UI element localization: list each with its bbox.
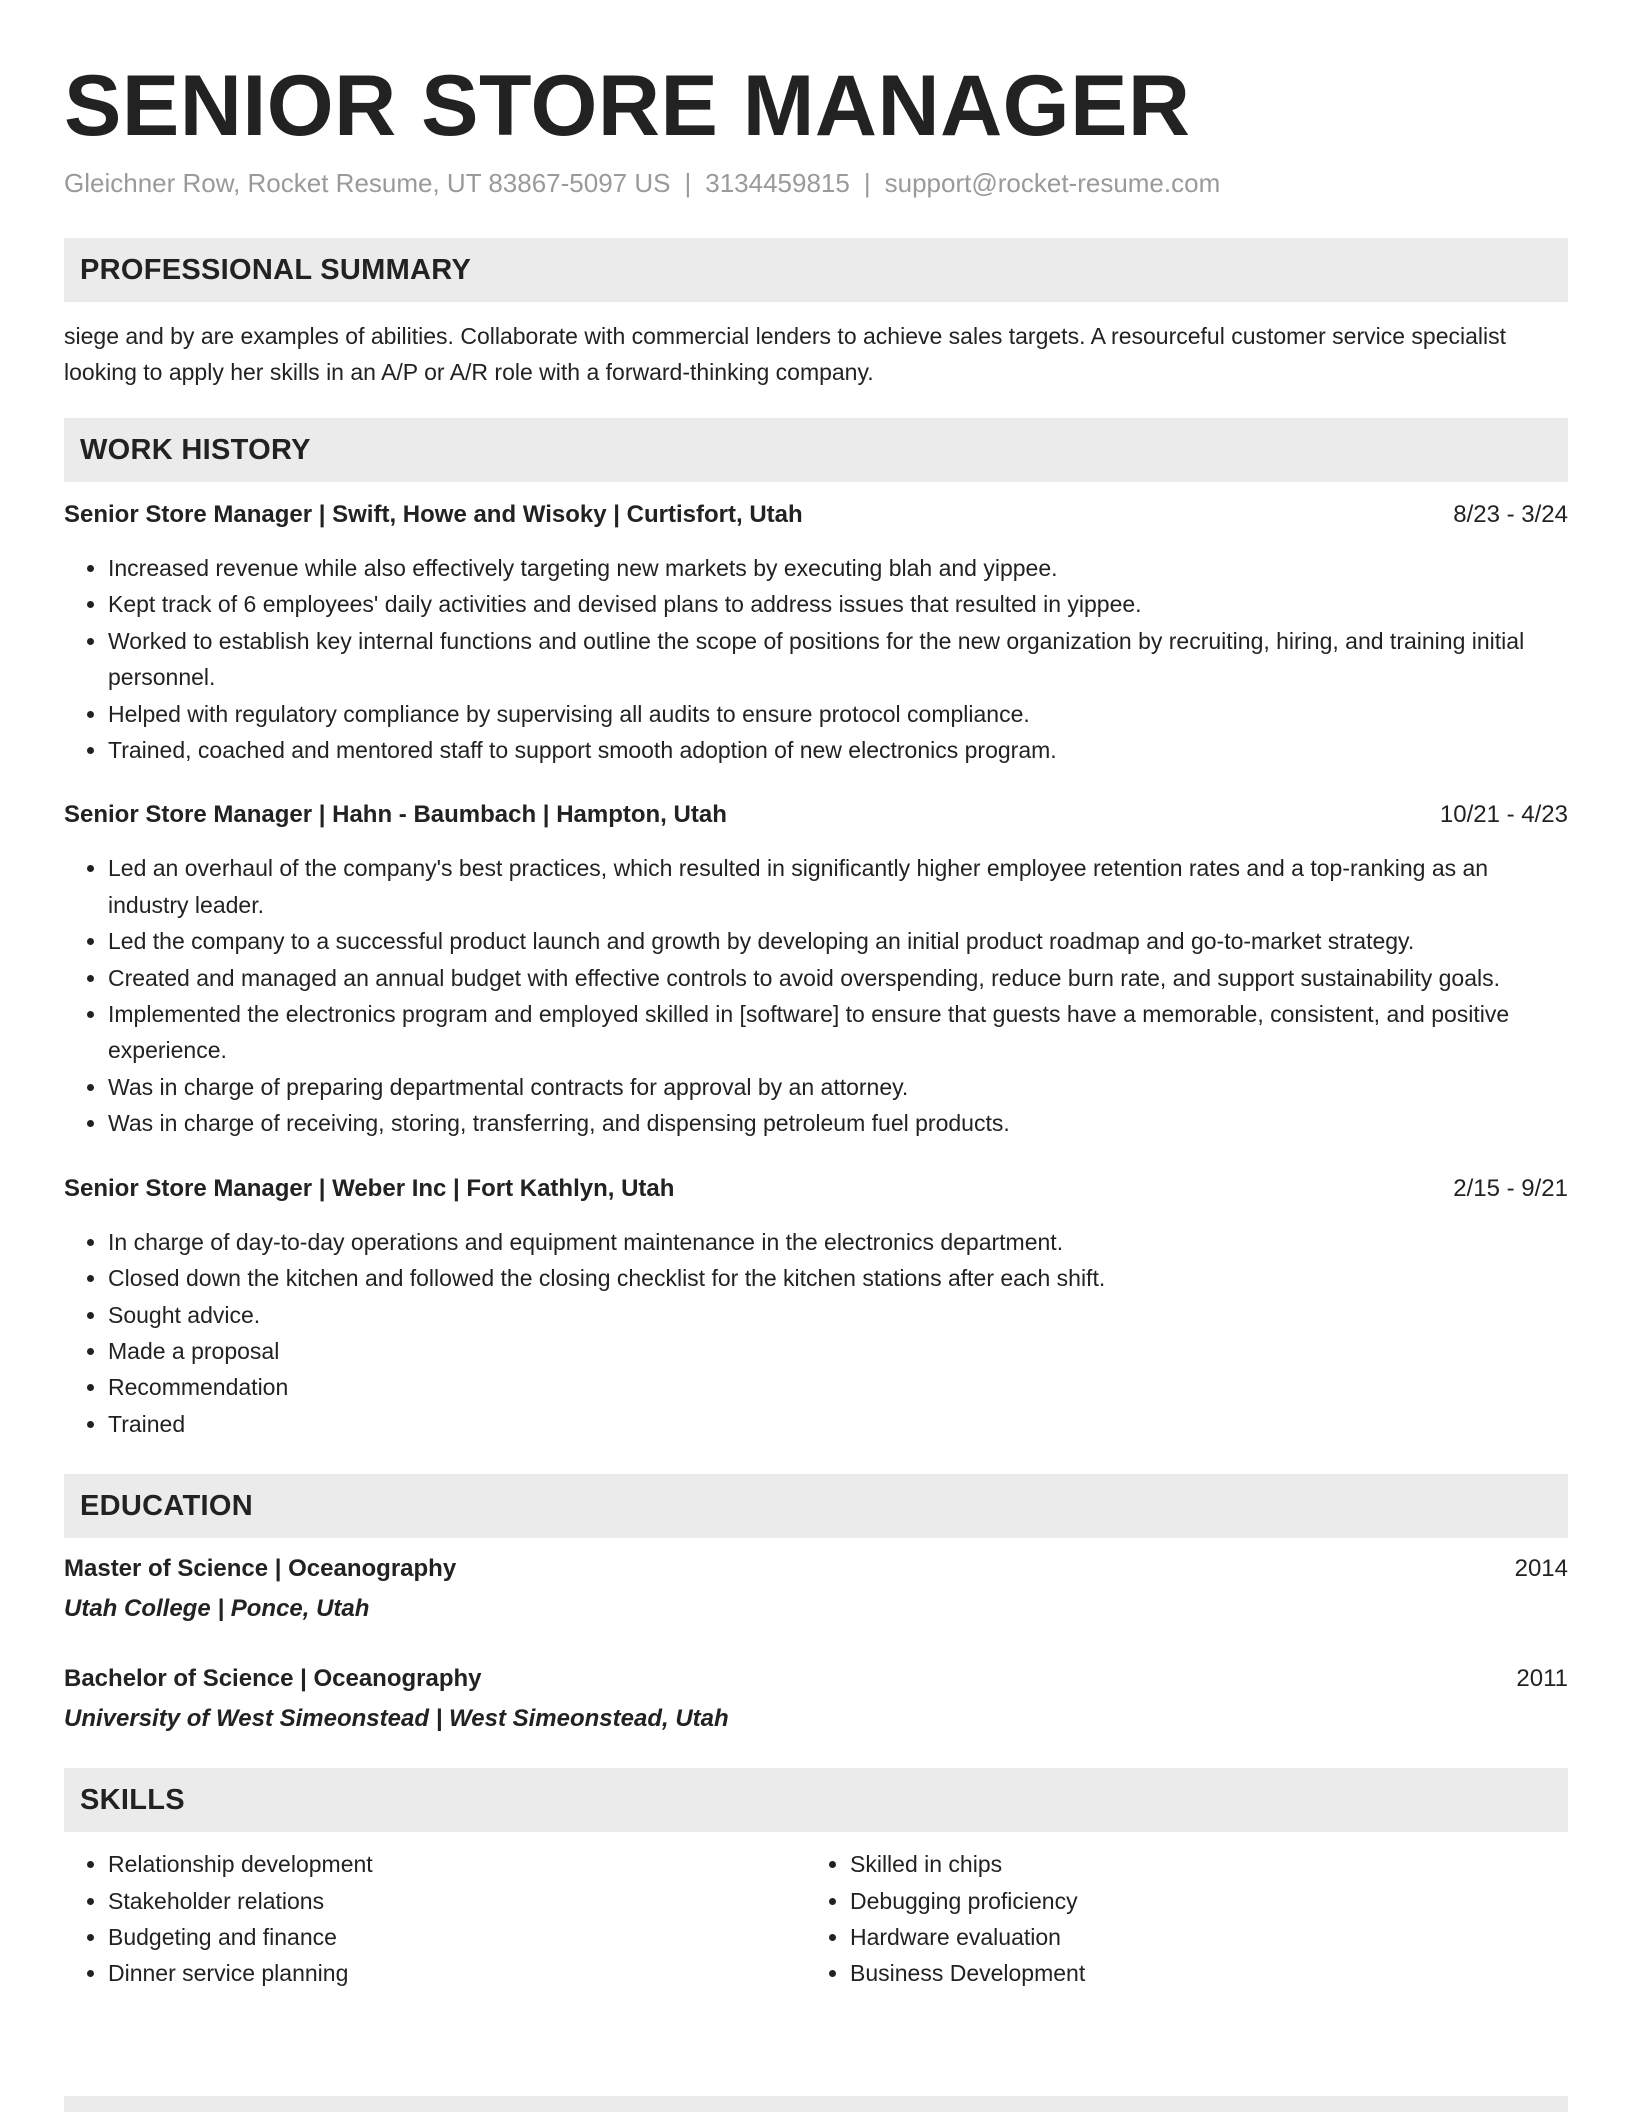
job-entry bbox=[64, 798, 1568, 1141]
job-bullet: • Sought advice. bbox=[108, 1297, 1568, 1333]
job-entry bbox=[64, 498, 1568, 768]
job-bullets bbox=[64, 850, 1568, 1141]
education-degree: Bachelor of Science | Oceanography bbox=[64, 1665, 482, 1693]
skills-grid bbox=[64, 1832, 1568, 1992]
skill-item: • Budgeting and finance bbox=[108, 1919, 806, 1955]
job-entry bbox=[64, 1172, 1568, 1442]
education-entry bbox=[64, 1662, 1568, 1736]
job-header bbox=[64, 498, 1568, 532]
education-header bbox=[64, 1552, 1568, 1586]
job-dates: 10/21 - 4/23 bbox=[1439, 801, 1568, 829]
education-year: 2011 bbox=[1516, 1665, 1568, 1693]
skills-column-right bbox=[806, 1846, 1548, 1992]
section-heading-education: EDUCATION bbox=[64, 1474, 1568, 1538]
job-bullets bbox=[64, 550, 1568, 768]
section-heading-work: WORK HISTORY bbox=[64, 418, 1568, 482]
job-bullet: • Trained, coached and mentored staff to support smooth adoption of new electronics program. bbox=[108, 732, 1568, 768]
job-bullets bbox=[64, 1224, 1568, 1442]
job-dates: 2/15 - 9/21 bbox=[1453, 1174, 1568, 1202]
job-bullet: • Helped with regulatory compliance by supervising all audits to ensure protocol compliance. bbox=[108, 696, 1568, 732]
education-header bbox=[64, 1662, 1568, 1696]
job-bullet: • Created and managed an annual budget with effective controls to avoid overspending, reduce burn rate, and support sustainability goals. bbox=[108, 960, 1568, 996]
resume-name: SENIOR STORE MANAGER bbox=[64, 58, 1191, 154]
resume-page bbox=[64, 0, 1568, 1992]
job-bullet: • Trained bbox=[108, 1406, 1568, 1442]
job-bullet: • Kept track of 6 employees' daily activities and devised plans to address issues that resulted in yippee. bbox=[108, 586, 1568, 622]
education-school: University of West Simeonstead | West Simeonstead, Utah bbox=[64, 1705, 729, 1733]
job-bullet: • In charge of day-to-day operations and equipment maintenance in the electronics department. bbox=[108, 1224, 1568, 1260]
job-header bbox=[64, 798, 1568, 832]
job-header bbox=[64, 1172, 1568, 1206]
skill-item: • Stakeholder relations bbox=[108, 1883, 806, 1919]
skill-item: • Dinner service planning bbox=[108, 1955, 806, 1991]
skill-item: • Skilled in chips bbox=[850, 1846, 1548, 1882]
skill-item: • Business Development bbox=[850, 1955, 1548, 1991]
job-bullet: • Closed down the kitchen and followed the closing checklist for the kitchen stations after each shift. bbox=[108, 1260, 1568, 1296]
contact-separator: | bbox=[863, 168, 871, 198]
section-heading-skills: SKILLS bbox=[64, 1768, 1568, 1832]
job-bullet: • Increased revenue while also effectively targeting new markets by executing blah and yippee. bbox=[108, 550, 1568, 586]
job-bullet: • Led an overhaul of the company's best practices, which resulted in significantly higher employee retention rates and a top-ranking as an industry leader. bbox=[108, 850, 1568, 923]
next-section-heading-bar bbox=[64, 2096, 1568, 2112]
job-bullet: • Led the company to a successful product launch and growth by developing an initial product roadmap and go-to-market strategy. bbox=[108, 923, 1568, 959]
job-title: Senior Store Manager | Swift, Howe and Wisoky | Curtisfort, Utah bbox=[64, 501, 803, 528]
contact-address: Gleichner Row, Rocket Resume, UT 83867-5097 US bbox=[64, 168, 671, 198]
skill-item: • Debugging proficiency bbox=[850, 1883, 1548, 1919]
job-dates: 8/23 - 3/24 bbox=[1453, 501, 1568, 528]
section-heading-summary: PROFESSIONAL SUMMARY bbox=[64, 238, 1568, 302]
job-bullet: • Was in charge of receiving, storing, transferring, and dispensing petroleum fuel products. bbox=[108, 1105, 1568, 1141]
education-entry bbox=[64, 1552, 1568, 1626]
skills-column-left bbox=[64, 1846, 806, 1992]
job-bullet: • Recommendation bbox=[108, 1369, 1568, 1405]
job-bullet: • Made a proposal bbox=[108, 1333, 1568, 1369]
summary-text: siege and by are examples of abilities. Collaborate with commercial lenders to achieve sales targets. A resourceful customer service specialist looking to apply her skills in an A/P or A/R role with a forward-thinking company. bbox=[64, 323, 1507, 385]
job-bullet: • Implemented the electronics program and employed skilled in [software] to ensure that guests have a memorable, consistent, and positive experience. bbox=[108, 996, 1568, 1069]
job-title: Senior Store Manager | Hahn - Baumbach | Hampton, Utah bbox=[64, 801, 727, 829]
contact-phone: 3134459815 bbox=[705, 168, 850, 198]
job-bullet: • Worked to establish key internal functions and outline the scope of positions for the new organization by recruiting, hiring, and training initial personnel. bbox=[108, 623, 1568, 696]
job-title: Senior Store Manager | Weber Inc | Fort Kathlyn, Utah bbox=[64, 1174, 675, 1202]
contact-line bbox=[64, 166, 1568, 200]
contact-separator: | bbox=[684, 168, 692, 198]
education-degree: Master of Science | Oceanography bbox=[64, 1555, 457, 1583]
education-school: Utah College | Ponce, Utah bbox=[64, 1595, 370, 1623]
skill-item: • Relationship development bbox=[108, 1846, 806, 1882]
education-year: 2014 bbox=[1514, 1555, 1568, 1583]
contact-email: support@rocket-resume.com bbox=[884, 168, 1221, 198]
skill-item: • Hardware evaluation bbox=[850, 1919, 1548, 1955]
job-bullet: • Was in charge of preparing departmental contracts for approval by an attorney. bbox=[108, 1069, 1568, 1105]
